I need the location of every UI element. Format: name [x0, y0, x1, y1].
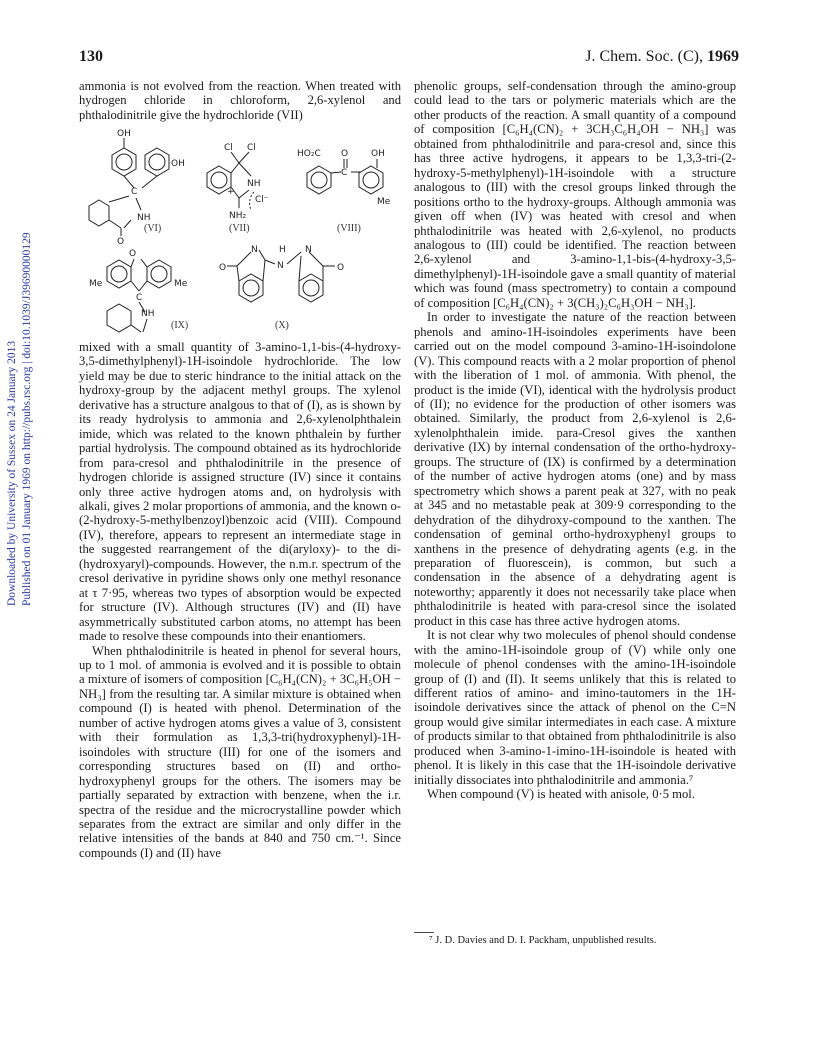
label-vii: (VII)	[229, 223, 250, 234]
left-paragraph-3: When phthalodinitrile is heated in phenol for several hours, up to 1 mol. of ammonia is evolved and it is possible to obtain a mixture of isomers of composition [C₆H₄(CN)₂ + 3C₆H₅OH − NH₃] from the resulting tar. A similar mixture is obtained when compound (I) is heated with phenol. Determination of the number of active hydrogen atoms gives a value of 3, consistent with their formulation as 1,3,3-tri(hydroxyphenyl)-1H-isoindoles with structure (III) for one of the isomers and corresponding structures based on (II) and ortho-hydroxyphenyl groups for the others. The isomers may be partially separated by extraction with benzene, when the i.r. spectra of the residue and the microcrystalline powder which separates from the extract are similar and only differ in the relative intensities of the bands at 840 and 750 cm.⁻¹. Since compounds (I) and (II) have	[79, 643, 401, 860]
left-column-body	[79, 340, 401, 860]
atom-cl-minus-vii: Cl⁻	[255, 195, 269, 205]
atom-cl-vii-a: Cl	[224, 143, 233, 153]
atom-plus-vii: +	[227, 187, 235, 197]
atom-n-x-b: N	[277, 261, 284, 271]
right-paragraph-1: phenolic groups, self-condensation through the amino-group could lead to the tars or polymeric materials which are the other products of the reaction. A small quantity of a compound of composition [C₆H₄(CN)₂ + 3CH₃C₆H₄OH − NH₃] was obtained from phthalodinitrile and para-cresol and, since this has three active hydrogens, it appears to be 1,3,3-tri-(2-hydroxy-5-methylphenyl)-1H-isoindole with a structure analogous to (III) with the cresol groups linked through the positions ortho to the hydroxy-groups. Although ammonia was given off when (IV) was heated with cresol and when phthalodinitrile was heated with 2,6-xylenol, no products analogous to (III) could be identified. The reaction between 2,6-xylenol and 3-amino-1,1-bis-(4-hydroxy-3,5-dimethylphenyl)-1H-isoindole gave a small quantity of material which was found (mass spectrometry) to contain a compound of composition [C₆H₄(CN)₂ + 3(CH₃)₂C₆H₃OH − NH₃].	[414, 79, 736, 310]
atom-oh-vi-a: OH	[117, 129, 131, 139]
structures-figure	[79, 128, 401, 338]
journal-header	[585, 48, 739, 66]
left-column-top	[79, 79, 401, 122]
atom-c-viii: C	[341, 168, 348, 178]
atom-o-x-b: O	[337, 263, 345, 273]
atom-n-x-a: N	[251, 245, 258, 255]
atom-o-viii: O	[341, 149, 349, 159]
atom-c-ix: C	[136, 293, 143, 303]
left-paragraph-2: mixed with a small quantity of 3-amino-1,1-bis-(4-hydroxy-3,5-dimethylphenyl)-1H-isoindole hydrochloride. The low yield may be due to steric hindrance to the initial attack on the hydroxy-group by the adjacent methyl groups. The xylenol derivative has a structure analgous to that of (I), as is shown by its ready hydrolysis to ammonia and 2,6-xylenolphthalein imide, which was related to the known phthalein by further partial hydrolysis. The compound obtained as its hydrochloride from para-cresol and phthalodinitrile in the presence of hydrogen chloride is assigned structure (IV) since it contains only three active hydrogen atoms and, on hydrolysis with alkali, gives 2 molar proportions of ammonia, and the known o-(2-hydroxy-5-methylbenzoyl)benzoic acid (VIII). Compound (IV), therefore, appears to represent an intermediate stage in the suggested rearrangement of the di(aryloxy)- to the di-(hydroxyaryl)-compounds. However, the n.m.r. spectrum of the cresol derivative in pyridine shows only one methyl resonance at τ 7·95, whereas two types of absorption would be expected for structure (IV). Although structures (IV) and (II) have asymmetrically substituted carbon atoms, no attempt has been made to resolve these compounds into their enantiomers.	[79, 340, 401, 644]
atom-ho2c-viii: HO₂C	[297, 149, 321, 159]
label-x: (X)	[275, 320, 289, 331]
label-vi: (VI)	[144, 223, 162, 234]
atom-h-x: H	[279, 245, 286, 255]
right-paragraph-2: In order to investigate the nature of the reaction between phenols and amino-1H-isoindoles experiments have been carried out on the model compound 3-amino-1H-isoindolone (V). This compound reacts with a 2 molar proportion of phenol with the liberation of 1 mol. of ammonia. With phenol, the product is the imide (VI), identical with the hydrolysis product of (II); no evidence for the production of other isomers was obtained. Similarly, the product from 2,6-xylenol is 2,6-xylenolphthalein imide. para-Cresol gives the xanthen derivative (IX) by internal condensation of the ortho-hydroxy-groups. The structure of (IX) is confirmed by a determination of the number of active hydrogen atoms (one) and by mass spectrometry which shows a parent peak at 327, with no peak at 345 and no metastable peak at 309·9 corresponding to the dehydration of the dihydroxy-compound to the xanthen. The condensation of geminal ortho-hydroxyphenyl groups to xanthens in the presence of dehydrating agents (e.g. in the preparation of fluorescein), is common, but such a condensation in the absence of a dehydrating agent is noteworthy; apparently it does not necessarily take place when phthalodinitrile is heated with para-cresol since the isolated product in this case has three active hydrogen atoms.	[414, 310, 736, 628]
atom-oh-viii: OH	[371, 149, 385, 159]
right-column	[414, 79, 736, 802]
left-paragraph-1: ammonia is not evolved from the reaction. When treated with hydrogen chloride in chloroform, 2,6-xylenol and phthalodinitrile give the hydrochloride (VII)	[79, 79, 401, 122]
atom-nh-vii: NH	[247, 179, 261, 189]
atom-o-vi: O	[117, 237, 125, 247]
journal-name: J. Chem. Soc. (C),	[585, 48, 703, 65]
atom-n-x-c: N	[305, 245, 312, 255]
atom-c-vi: C	[131, 187, 138, 197]
label-viii: (VIII)	[337, 223, 361, 234]
atom-oh-vi-b: OH	[171, 159, 185, 169]
chemical-structures	[79, 128, 401, 338]
atom-me-viii: Me	[377, 197, 391, 207]
atom-me-ix-a: Me	[89, 279, 103, 289]
footnote: ⁷ J. D. Davies and D. I. Packham, unpublished results.	[429, 935, 657, 946]
right-paragraph-4: When compound (V) is heated with anisole, 0·5 mol.	[427, 787, 695, 802]
atom-o-x-a: O	[219, 263, 227, 273]
atom-nh2-vii: NH₂	[229, 211, 247, 221]
atom-nh-ix: NH	[141, 309, 155, 319]
journal-year: 1969	[707, 48, 739, 65]
page-number: 130	[79, 48, 103, 65]
right-paragraph-3: It is not clear why two molecules of phenol should condense with the amino-1H-isoindole group of (V) while only one molecule of phenol condenses with the amino-1H-isoindole group of (I) and (II). It seems unlikely that this is related to different ratios of amino- and imino-tautomers in the 1H-isoindole derivatives since the attack of phenol on the C=N group would give similar intermediates in each case. A mixture of products similar to that obtained from phthalodinitrile is also produced when 3-amino-1-imino-1H-isoindole is heated with phenol. It is likely in this case that the 1H-isoindole derivative initially dissociates into phthalodinitrile and ammonia.⁷	[414, 628, 736, 787]
atom-o-ix: O	[129, 249, 137, 259]
atom-nh-vi: NH	[137, 213, 151, 223]
atom-me-ix-b: Me	[174, 279, 188, 289]
sidebar-watermark	[0, 0, 36, 1060]
label-ix: (IX)	[171, 320, 189, 331]
atom-cl-vii-b: Cl	[247, 143, 256, 153]
footnote-rule	[414, 932, 434, 933]
download-notice: Downloaded by University of Sussex on 24 January 2013	[6, 340, 18, 606]
publication-notice[interactable]: Published on 01 January 1969 on http://pubs.rsc.org | doi:10.1039/J39690000129	[21, 232, 33, 606]
